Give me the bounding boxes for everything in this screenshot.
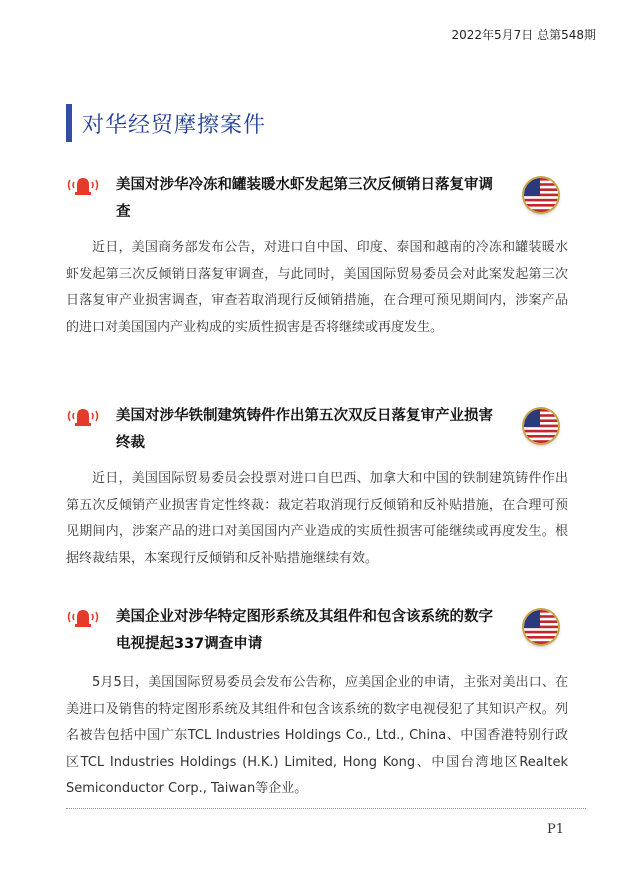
article-1 — [0, 172, 624, 335]
article-header — [0, 403, 624, 463]
us-flag-icon — [524, 610, 558, 644]
article-title: 美国对涉华冷冻和罐装暖水虾发起第三次反倾销日落复审调查 — [116, 177, 493, 220]
article-2 — [0, 403, 624, 566]
article-title: 美国企业对涉华特定图形系统及其组件和包含该系统的数字电视提起337调查申请 — [116, 609, 493, 652]
us-flag-icon — [524, 409, 558, 443]
alarm-bell-icon — [66, 174, 100, 196]
article-header — [0, 604, 624, 664]
article-body: 5月5日，美国国际贸易委员会发布公告称，应美国企业的申请，主张对美出口、在美进口及销售的特定图形系统及其组件和包含该系统的数字电视侵犯了其知识产权。列名被告包括中国广东TCL Industries Holdings Co., Ltd., China、中国香港特别行政区TCL Industries Holdings (H.K.) Limited, Hong Kong、中国台湾地区Realtek Semiconductor Corp., Taiwan等企业。 — [66, 675, 568, 796]
section-title-text: 对华经贸摩擦案件 — [82, 112, 267, 138]
article-3 — [0, 604, 624, 796]
article-body: 近日，美国国际贸易委员会投票对进口自巴西、加拿大和中国的铁制建筑铸件作出第五次反倾销产业损害肯定性终裁：裁定若取消现行反倾销和反补贴措施，在合理可预见期间内，涉案产品的进口对美国国内产业造成的实质性损害可能继续或再度发生。根据终裁结果，本案现行反倾销和反补贴措施继续有效。 — [66, 471, 568, 566]
article-header — [0, 172, 624, 232]
us-flag-icon — [524, 178, 558, 212]
section-title — [66, 104, 266, 142]
page-number: P1 — [546, 822, 564, 837]
footer-divider — [66, 808, 586, 809]
header-date: 2022年5月7日 总第548期 — [451, 28, 596, 42]
alarm-bell-icon — [66, 405, 100, 427]
section-title-bar — [66, 104, 72, 142]
alarm-bell-icon — [66, 606, 100, 628]
article-title: 美国对涉华铁制建筑铸件作出第五次双反日落复审产业损害终裁 — [116, 408, 493, 451]
article-body: 近日，美国商务部发布公告，对进口自中国、印度、泰国和越南的冷冻和罐装暖水虾发起第三次反倾销日落复审调查，与此同时，美国国际贸易委员会对此案发起第三次日落复审产业损害调查，审查若取消现行反倾销措施，在合理可预见期间内，涉案产品的进口对美国国内产业构成的实质性损害是否将继续或再度发生。 — [66, 240, 568, 335]
